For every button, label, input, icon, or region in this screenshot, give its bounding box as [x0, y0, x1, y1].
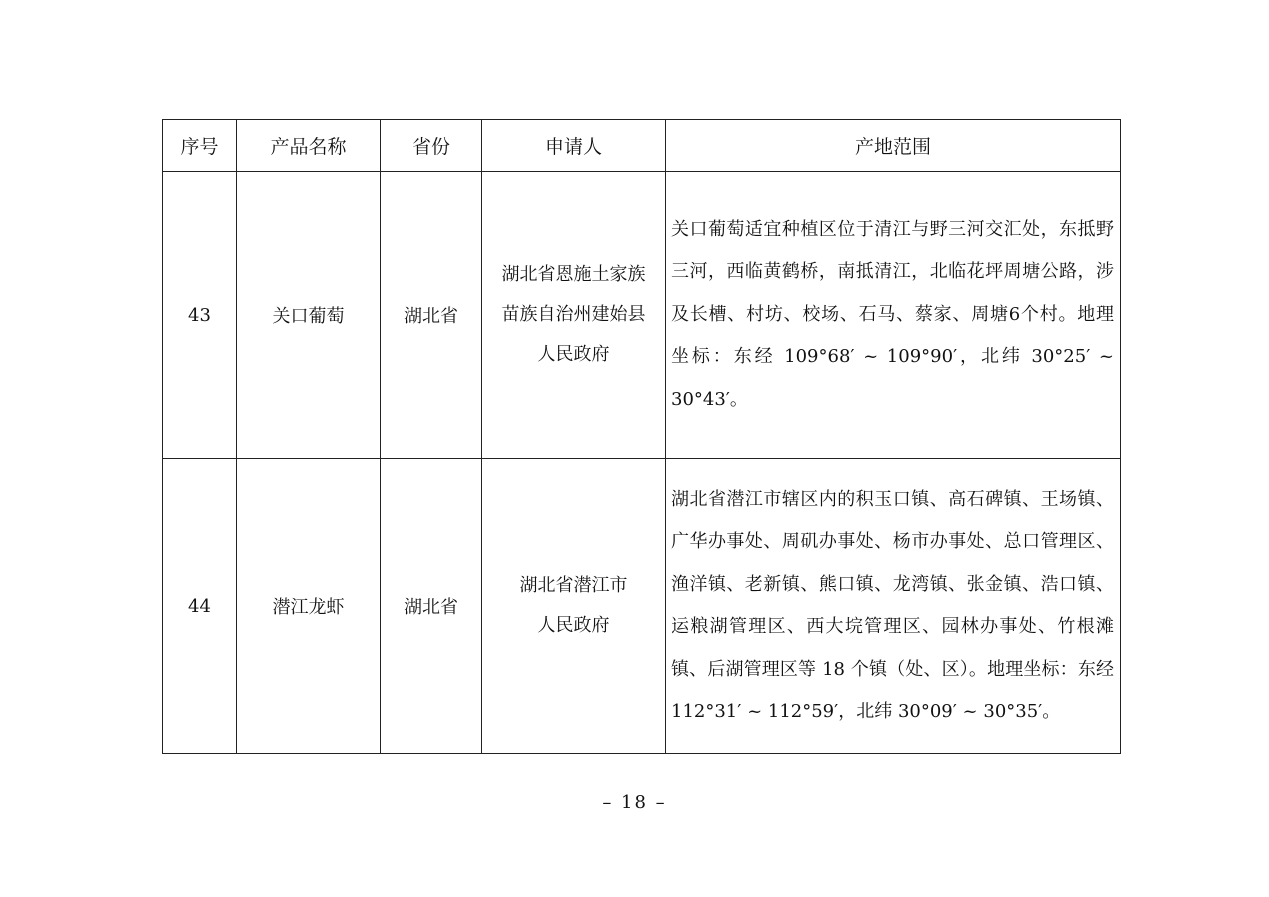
cell-serial-number: 43: [163, 172, 237, 459]
table-row: [163, 459, 1121, 754]
cell-production-range: 关口葡萄适宜种植区位于清江与野三河交汇处，东抵野三河，西临黄鹤桥，南抵清江，北临花坪周塘公路，涉及长槽、村坊、校场、石马、蔡家、周塘6个村。地理坐标：东经 109°68′ ~ 109°90′，北纬 30°25′ ~ 30°43′。: [666, 172, 1121, 459]
applicant-line: 湖北省恩施土家族: [501, 264, 646, 285]
product-table: [162, 119, 1121, 754]
header-serial-number: 序号: [163, 120, 237, 172]
applicant-line: 人民政府: [537, 344, 610, 365]
page-number: – 18 –: [602, 792, 667, 813]
cell-production-range: 湖北省潜江市辖区内的积玉口镇、高石碑镇、王场镇、广华办事处、周矶办事处、杨市办事处、总口管理区、渔洋镇、老新镇、熊口镇、龙湾镇、张金镇、浩口镇、运粮湖管理区、西大垸管理区、园林办事处、竹根滩镇、后湖管理区等 18 个镇（处、区）。地理坐标：东经 112°31′ ~ 112°59′，北纬 30°09′ ~ 30°35′。: [666, 459, 1121, 754]
cell-province: 湖北省: [381, 172, 482, 459]
cell-product-name: 潜江龙虾: [237, 459, 381, 754]
header-province: 省份: [381, 120, 482, 172]
applicant-line: 湖北省潜江市: [519, 575, 628, 596]
cell-applicant: [482, 172, 666, 459]
applicant-line: 人民政府: [537, 615, 610, 636]
cell-province: 湖北省: [381, 459, 482, 754]
cell-applicant: [482, 459, 666, 754]
table-header-row: [163, 120, 1121, 172]
cell-serial-number: 44: [163, 459, 237, 754]
cell-product-name: 关口葡萄: [237, 172, 381, 459]
header-applicant: 申请人: [482, 120, 666, 172]
header-product-name: 产品名称: [237, 120, 381, 172]
header-production-range: 产地范围: [666, 120, 1121, 172]
applicant-line: 苗族自治州建始县: [501, 304, 646, 325]
table-row: [163, 172, 1121, 459]
